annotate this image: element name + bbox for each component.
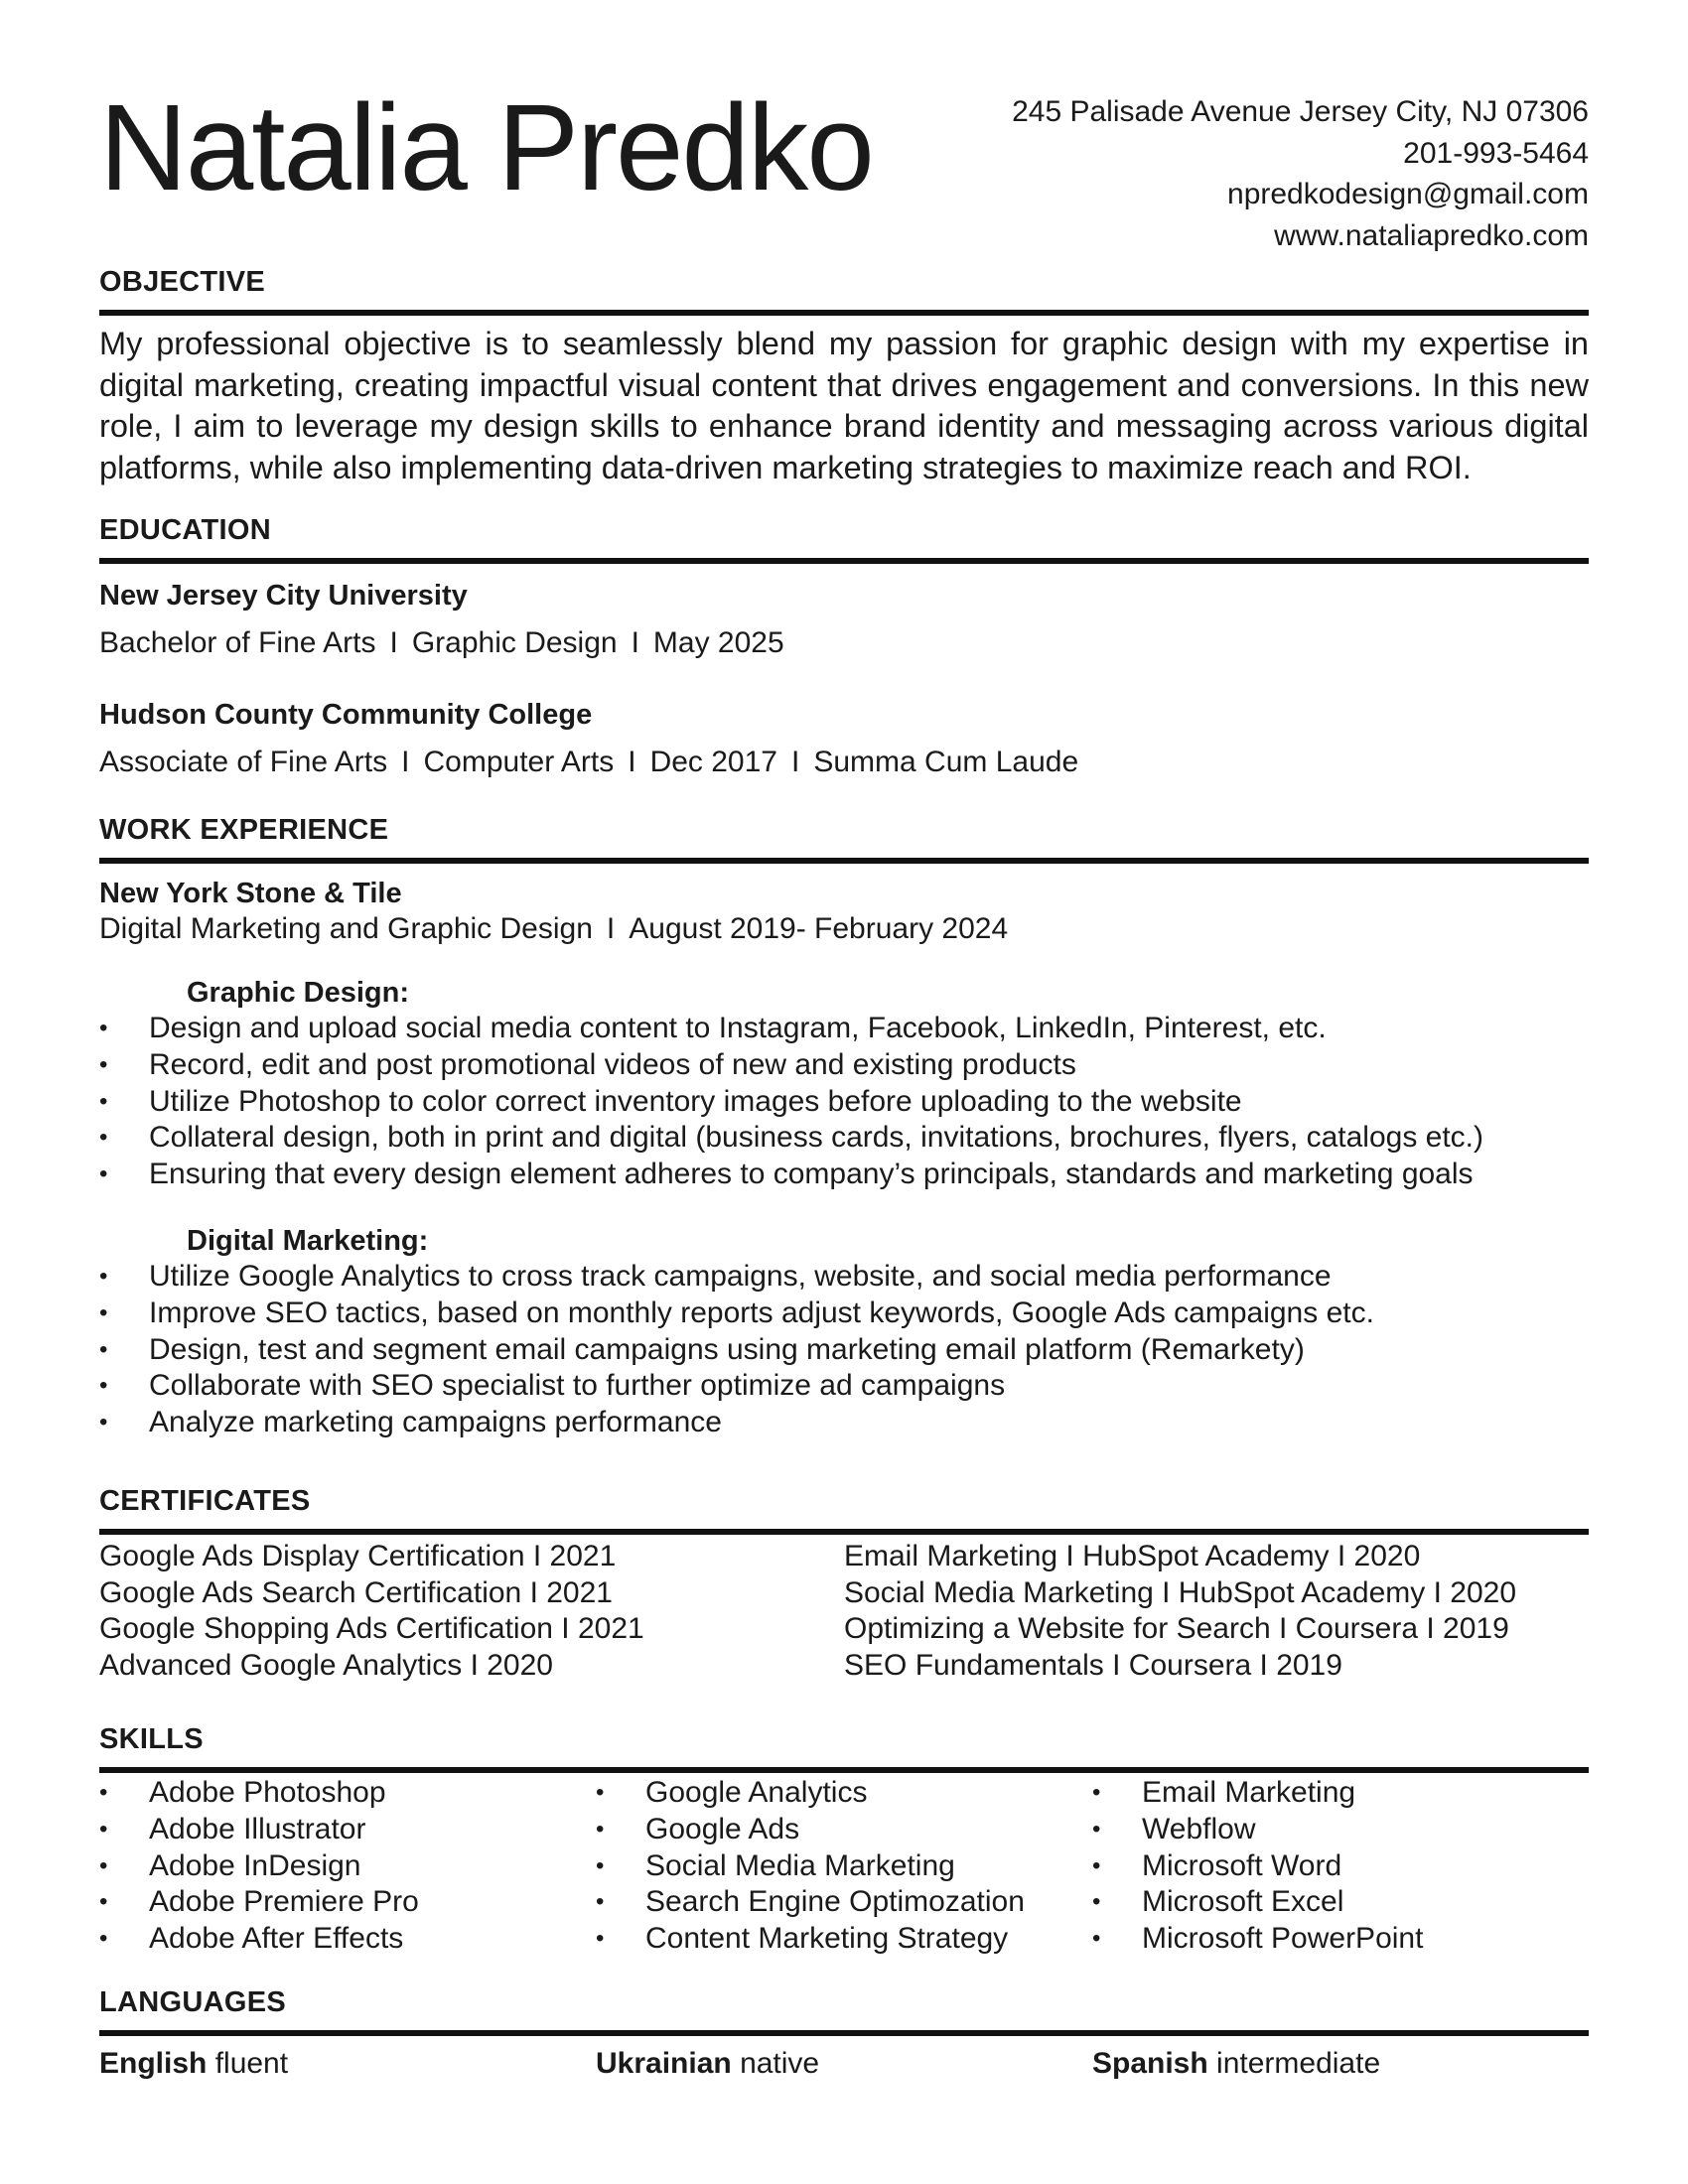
graduation-date: May 2025 (652, 626, 784, 659)
certificates-left-column (99, 1539, 844, 1684)
contact-email[interactable]: npredkodesign@gmail.com (1227, 178, 1589, 210)
major: Computer Arts (423, 746, 615, 778)
skill-item: • Email Marketing (1092, 1775, 1589, 1812)
list-item: • Improve SEO tactics, based on monthly reports adjust keywords, Google Ads campaigns etc. (99, 1296, 1589, 1332)
school-name: Hudson County Community College (99, 699, 593, 731)
separator: I (628, 746, 636, 778)
skill-item: • Microsoft PowerPoint (1092, 1921, 1589, 1958)
language-level: intermediate (1216, 2047, 1381, 2080)
skill-item: • Social Media Marketing (596, 1848, 1092, 1885)
section-title-objective: OBJECTIVE (99, 266, 266, 298)
separator: I (606, 912, 616, 945)
section-title-skills: SKILLS (99, 1723, 204, 1755)
separator: I (401, 746, 410, 778)
company-name: New York Stone & Tile (99, 878, 402, 909)
section-title-certificates: CERTIFICATES (99, 1485, 311, 1517)
language-level: fluent (214, 2047, 289, 2080)
section-divider (99, 1529, 1589, 1535)
skill-item: • Microsoft Excel (1092, 1884, 1589, 1921)
language-name: Spanish (1092, 2047, 1208, 2080)
list-item: • Analyze marketing campaigns performance (99, 1405, 1589, 1441)
skill-item: • Adobe Premiere Pro (99, 1884, 596, 1921)
contact-phone: 201-993-5464 (1403, 136, 1589, 170)
language-item (1092, 2046, 1589, 2082)
graphic-design-list (99, 1011, 1589, 1193)
list-item: • Design, test and segment email campaigns using marketing email platform (Remarkety) (99, 1332, 1589, 1369)
skill-item: • Webflow (1092, 1812, 1589, 1848)
skill-item: • Content Marketing Strategy (596, 1921, 1092, 1958)
separator: I (631, 626, 639, 659)
candidate-name: Natalia Predko (99, 80, 873, 216)
education-section (99, 512, 1589, 780)
separator: I (389, 626, 398, 659)
job-title-line (99, 911, 1589, 947)
language-name: Ukrainian (596, 2047, 732, 2080)
skills-column (1092, 1775, 1589, 1958)
languages-section (99, 1984, 1589, 2082)
separator: I (791, 746, 800, 778)
skills-column (596, 1775, 1092, 1958)
education-entry (99, 578, 1589, 661)
job-dates: August 2019- February 2024 (629, 912, 1009, 945)
school-name: New Jersey City University (99, 580, 468, 612)
list-item: • Design and upload social media content to Instagram, Facebook, LinkedIn, Pinterest, etc. (99, 1011, 1589, 1047)
skill-item: • Search Engine Optimozation (596, 1884, 1092, 1921)
subheading-graphic-design: Graphic Design: (187, 977, 409, 1009)
section-divider (99, 858, 1589, 864)
education-entry (99, 697, 1589, 780)
objective-section (99, 264, 1589, 488)
certificate-item: Email Marketing I HubSpot Academy I 2020 (844, 1540, 1421, 1572)
certificates-grid (99, 1539, 1589, 1684)
certificates-section (99, 1483, 1589, 1684)
list-item: • Utilize Photoshop to color correct inventory images before uploading to the website (99, 1084, 1589, 1121)
skill-item: • Google Ads (596, 1812, 1092, 1848)
certificate-item: Advanced Google Analytics I 2020 (99, 1648, 553, 1682)
list-item: • Collaborate with SEO specialist to further optimize ad campaigns (99, 1368, 1589, 1405)
skills-grid (99, 1775, 1589, 1958)
certificate-item: Google Shopping Ads Certification I 2021 (99, 1612, 644, 1645)
certificate-item: Google Ads Search Certification I 2021 (99, 1575, 613, 1609)
work-section (99, 812, 1589, 1441)
list-item: • Record, edit and post promotional videos of new and existing products (99, 1047, 1589, 1084)
list-item: • Ensuring that every design element adheres to company’s principals, standards and marketing goals (99, 1157, 1589, 1193)
certificate-item: Optimizing a Website for Search I Coursera I 2019 (844, 1612, 1509, 1645)
section-title-work: WORK EXPERIENCE (99, 814, 389, 846)
skill-item: • Google Analytics (596, 1775, 1092, 1812)
certificate-item: SEO Fundamentals I Coursera I 2019 (844, 1648, 1342, 1682)
subheading-digital-marketing: Digital Marketing: (187, 1224, 429, 1257)
section-divider (99, 2030, 1589, 2036)
skills-column (99, 1775, 596, 1958)
section-title-languages: LANGUAGES (99, 1986, 286, 2018)
degree: Bachelor of Fine Arts (99, 626, 376, 659)
section-divider (99, 558, 1589, 564)
job-role: Digital Marketing and Graphic Design (99, 912, 593, 945)
contact-address: 245 Palisade Avenue Jersey City, NJ 07306 (1012, 95, 1589, 128)
skills-section (99, 1721, 1589, 1958)
languages-row (99, 2046, 1589, 2082)
language-name: English (99, 2047, 208, 2080)
objective-text: My professional objective is to seamlessly blend my passion for graphic design with my expertise in digital marketing, creating impactful visual content that drives engagement and conversions. In this new role, I aim to leverage my design skills to enhance brand identity and messaging across various digital platforms, while also implementing data-driven marketing strategies to maximize reach and ROI. (99, 326, 1589, 485)
school-details (99, 625, 1589, 661)
list-item: • Utilize Google Analytics to cross track campaigns, website, and social media performance (99, 1259, 1589, 1296)
skill-item: • Adobe After Effects (99, 1921, 596, 1958)
certificate-item: Google Ads Display Certification I 2021 (99, 1540, 617, 1572)
section-divider (99, 1767, 1589, 1773)
section-title-education: EDUCATION (99, 514, 271, 546)
skill-item: • Microsoft Word (1092, 1848, 1589, 1885)
language-level: native (740, 2047, 820, 2080)
major: Graphic Design (411, 626, 618, 659)
certificate-item: Social Media Marketing I HubSpot Academy I 2020 (844, 1575, 1517, 1609)
digital-marketing-list (99, 1259, 1589, 1441)
section-divider (99, 310, 1589, 316)
graduation-date: Dec 2017 (649, 746, 777, 778)
degree: Associate of Fine Arts (99, 746, 388, 778)
language-item (596, 2046, 1092, 2082)
school-details (99, 745, 1589, 780)
language-item (99, 2046, 596, 2082)
contact-block (1012, 91, 1589, 256)
certificates-right-column (844, 1539, 1516, 1684)
skill-item: • Adobe Illustrator (99, 1812, 596, 1848)
honors: Summa Cum Laude (813, 746, 1079, 778)
list-item: • Collateral design, both in print and digital (business cards, invitations, brochures, flyers, catalogs etc.) (99, 1120, 1589, 1157)
skill-item: • Adobe InDesign (99, 1848, 596, 1885)
skill-item: • Adobe Photoshop (99, 1775, 596, 1812)
contact-website[interactable]: www.nataliapredko.com (1274, 218, 1589, 252)
